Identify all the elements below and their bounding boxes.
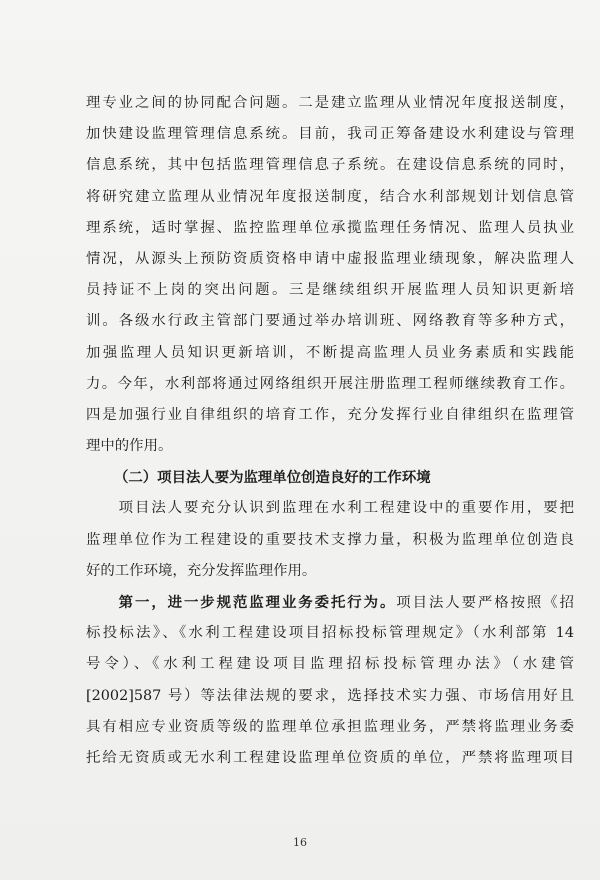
text-line: 四是加强行业自律组织的培育工作，充分发挥行业自律组织在监理管 bbox=[86, 406, 574, 423]
text-line: [2002]587 号）等法律法规的要求，选择技术实力强、市场信用好且 bbox=[86, 687, 574, 704]
text-line: 加强监理人员知识更新培训，不断提高监理人员业务素质和实践能 bbox=[86, 344, 574, 361]
text-line: 项目法人要充分认识到监理在水利工程建设中的重要作用，要把 bbox=[86, 500, 574, 517]
text-line: 理专业之间的协同配合问题。二是建立监理从业情况年度报送制度， bbox=[86, 95, 574, 111]
text-line: 信息系统，其中包括监理管理信息子系统。在建设信息系统的同时， bbox=[86, 157, 574, 174]
text-line: 训。各级水行政主管部门要通过举办培训班、网络教育等多种方式， bbox=[86, 313, 574, 330]
text-line: 具有相应专业资质等级的监理单位承担监理业务，严禁将监理业务委 bbox=[86, 718, 574, 735]
text-line: 理中的作用。 bbox=[86, 438, 173, 455]
text-line: 员持证不上岗的突出问题。三是继续组织开展监理人员知识更新培 bbox=[86, 282, 574, 299]
text-line: 标投标法》、《水利工程建设项目招标投标管理规定》（水利部第 14 bbox=[86, 625, 574, 642]
text-line-with-lead bbox=[86, 587, 574, 618]
text-line: 加快建设监理管理信息系统。目前，我司正筹备建设水利建设与管理 bbox=[86, 126, 574, 143]
text-line: 托给无资质或无水利工程建设监理单位资质的单位，严禁将监理项目 bbox=[86, 749, 574, 766]
text-line: 号令）、《水利工程建设项目监理招标投标管理办法》（水建管 bbox=[86, 656, 574, 673]
text-line: 情况，从源头上预防资质资格申请中虚报监理业绩现象，解决监理人 bbox=[86, 250, 574, 267]
paragraph-lead: 第一，进一步规范监理业务委托行为。 bbox=[86, 594, 397, 611]
page-number: 16 bbox=[293, 836, 307, 849]
text-line: 监理单位作为工程建设的重要技术支撑力量，积极为监理单位创造良 bbox=[86, 531, 574, 548]
text-line: 将研究建立监理从业情况年度报送制度，结合水利部规划计划信息管 bbox=[86, 188, 574, 205]
text-line: 好的工作环境，充分发挥监理作用。 bbox=[86, 562, 317, 579]
section-heading: （二）项目法人要为监理单位创造良好的工作环境 bbox=[114, 469, 431, 487]
text-line: 力。今年，水利部将通过网络组织开展注册监理工程师继续教育工作。 bbox=[86, 375, 574, 392]
text-line: 理系统，适时掌握、监控监理单位承揽监理任务情况、监理人员执业 bbox=[86, 219, 574, 236]
document-body bbox=[86, 88, 574, 774]
paragraph-text: 项目法人要严格按照《招 bbox=[396, 595, 574, 611]
